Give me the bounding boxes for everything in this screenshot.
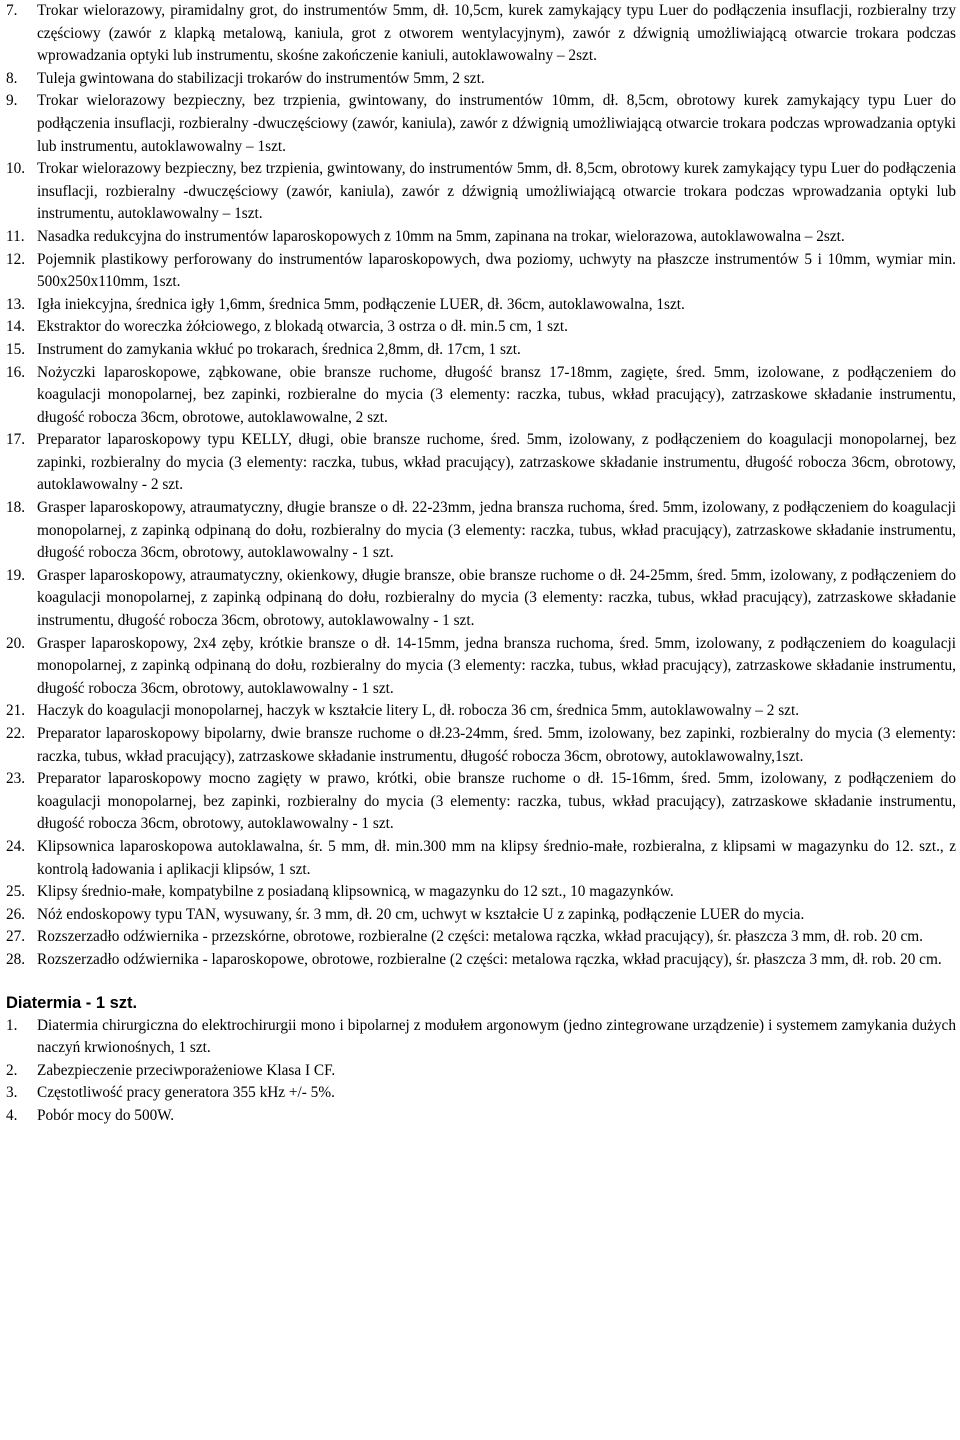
list-item <box>0 1060 956 1083</box>
list-item <box>0 497 956 565</box>
list-item <box>0 158 956 226</box>
item-text: Rozszerzadło odźwiernika - laparoskopowe, obrotowe, rozbieralne (2 części: metalowa rączka, wkład pracujący), śr. płaszcza 3 mm, dł. rob. 20 cm. <box>37 950 942 968</box>
list-item <box>0 1105 956 1128</box>
list-item <box>0 226 956 249</box>
item-number: 12. <box>6 250 26 268</box>
item-number: 14. <box>6 318 26 336</box>
item-text: Rozszerzadło odźwiernika - przezskórne, obrotowe, rozbieralne (2 części: metalowa rączka, wkład pracujący), śr. płaszcza 3 mm, dł. rob. 20 cm. <box>37 928 923 946</box>
list-item <box>0 90 956 158</box>
item-number: 15. <box>6 340 26 358</box>
item-text: Trokar wielorazowy, piramidalny grot, do instrumentów 5mm, dł. 10,5cm, kurek zamykający typu Luer do podłączenia insuflacji, rozbieralny trzy częściowy (zawór z klapką metalową, kaniula, grot z otworem wentylacyjnym), zawór z dźwignią umożliwiającą otwarcie trokara podczas wprowadzania optyki lub instrumentu, skośne zakończenie kaniuli, autoklawowalny – 2szt. <box>37 2 956 65</box>
list-item <box>0 700 956 723</box>
list-item <box>0 316 956 339</box>
item-text: Instrument do zamykania wkłuć po trokarach, średnica 2,8mm, dł. 17cm, 1 szt. <box>37 340 521 358</box>
list-item <box>0 249 956 294</box>
item-text: Pojemnik plastikowy perforowany do instrumentów laparoskopowych, dwa poziomy, uchwyty na płaszcze instrumentów 5 i 10mm, wymiar min. 500x250x110mm, 1szt. <box>37 250 956 291</box>
list-item <box>0 881 956 904</box>
item-number: 1. <box>6 1016 18 1034</box>
item-number: 7. <box>6 2 18 19</box>
item-number: 25. <box>6 883 26 901</box>
list-item <box>0 1015 956 1060</box>
item-number: 17. <box>6 431 26 449</box>
item-text: Zabezpieczenie przeciwporażeniowe Klasa I CF. <box>37 1061 336 1079</box>
list-item <box>0 926 956 949</box>
item-text: Nasadka redukcyjna do instrumentów laparoskopowych z 10mm na 5mm, zapinana na trokar, wielorazowa, autoklawowalna – 2szt. <box>37 227 845 245</box>
item-text: Preparator laparoskopowy bipolarny, dwie bransze ruchome o dł.23-24mm, śred. 5mm, izolowany, bez zapinki, rozbieralny do mycia (3 elementy: raczka, tubus, wkład pracujący), zatrzaskowe składanie instrumentu, długość robocza 36cm, obrotowy, autoklawowalny,1szt. <box>37 725 956 765</box>
item-text: Grasper laparoskopowy, 2x4 zęby, krótkie bransze o dł. 14-15mm, jedna bransza ruchoma, śred. 5mm, izolowany, z podłączeniem do koagulacji monopolarnej, z zapinką odpinaną do dołu, rozbieralny do mycia (3 elementy: raczka, tubus, wkład pracujący), zatrzaskowe składanie instrumentu, długość robocza 36cm, obrotowy, autoklawowalny - 1 szt. <box>37 634 956 697</box>
item-text: Pobór mocy do 500W. <box>37 1106 175 1124</box>
item-number: 10. <box>6 160 26 178</box>
list-item <box>0 68 956 91</box>
list-item <box>0 836 956 881</box>
list-item <box>0 723 956 768</box>
list-item <box>0 565 956 633</box>
diathermy-list <box>0 1015 956 1128</box>
list-item <box>0 362 956 430</box>
item-number: 21. <box>6 702 26 720</box>
list-item <box>0 0 956 68</box>
list-item <box>0 949 956 972</box>
item-text: Trokar wielorazowy bezpieczny, bez trzpienia, gwintowany, do instrumentów 5mm, dł. 8,5cm, obrotowy kurek zamykający typu Luer do podłączenia insuflacji, rozbieralny -dwuczęściowy (zawór, kaniula), zawór z dźwignią umożliwiającą otwarcie trokara podczas wprowadzania optyki lub instrumentu, autoklawowalny – 1szt. <box>37 160 956 223</box>
item-number: 8. <box>6 69 18 87</box>
item-number: 13. <box>6 295 26 313</box>
list-item <box>0 633 956 701</box>
item-number: 3. <box>6 1084 18 1102</box>
item-text: Tuleja gwintowana do stabilizacji trokarów do instrumentów 5mm, 2 szt. <box>37 69 485 87</box>
item-number: 18. <box>6 499 26 517</box>
item-number: 26. <box>6 905 26 923</box>
item-number: 27. <box>6 928 26 946</box>
item-text: Klipsy średnio-małe, kompatybilne z posiadaną klipsownicą, w magazynku do 12 szt., 10 magazynków. <box>37 883 674 901</box>
item-number: 22. <box>6 725 26 742</box>
item-text: Nóż endoskopowy typu TAN, wysuwany, śr. 3 mm, dł. 20 cm, uchwyt w kształcie U z zapinką, podłączenie LUER do mycia. <box>37 905 805 923</box>
item-number: 20. <box>6 634 26 652</box>
item-text: Częstotliwość pracy generatora 355 kHz +/- 5%. <box>37 1084 335 1102</box>
item-text: Preparator laparoskopowy typu KELLY, długi, obie bransze ruchome, śred. 5mm, izolowany, z podłączeniem do koagulacji monopolarnej, bez zapinki, rozbieralny do mycia (3 elementy: raczka, tubus, wkład pracujący), zatrzaskowe składanie instrumentu, długość robocza 36cm, obrotowy, autoklawowalny - 2 szt. <box>37 431 956 494</box>
item-text: Grasper laparoskopowy, atraumatyczny, okienkowy, długie bransze, obie bransze ruchome o dł. 24-25mm, śred. 5mm, izolowany, z podłączeniem do koagulacji monopolarnej, z zapinką odpinaną do dołu, rozbieralny do mycia (3 elementy: raczka, tubus, wkład pracujący), zatrzaskowe składanie instrumentu, długość robocza 36cm, obrotowy, autoklawowalny - 1 szt. <box>37 566 956 630</box>
item-number: 19. <box>6 566 26 584</box>
item-number: 2. <box>6 1061 18 1079</box>
item-number: 24. <box>6 837 26 855</box>
list-item <box>0 1082 956 1105</box>
item-text: Haczyk do koagulacji monopolarnej, haczyk w kształcie litery L, dł. robocza 36 cm, średnica 5mm, autoklawowalny – 2 szt. <box>37 702 800 720</box>
item-text: Ekstraktor do woreczka żółciowego, z blokadą otwarcia, 3 ostrza o dł. min.5 cm, 1 szt. <box>37 318 568 336</box>
item-text: Klipsownica laparoskopowa autoklawalna, śr. 5 mm, dł. min.300 mm na klipsy średnio-małe, rozbieralna, z klipsami w magazynku do 12. szt., z kontrolą ładowania i aplikacji klipsów, 1 szt. <box>37 837 956 878</box>
section-heading: Diatermia - 1 szt. <box>6 993 138 1012</box>
item-number: 16. <box>6 363 26 381</box>
item-text: Igła iniekcyjna, średnica igły 1,6mm, średnica 5mm, podłączenie LUER, dł. 36cm, autoklawowalna, 1szt. <box>37 295 685 313</box>
item-text: Grasper laparoskopowy, atraumatyczny, długie bransze o dł. 22-23mm, jedna bransza ruchoma, śred. 5mm, izolowany, z podłączeniem do koagulacji monopolarnej, z zapinką odpinaną do dołu, rozbieralny do mycia (3 elementy: raczka, tubus, wkład pracujący), zatrzaskowe składanie instrumentu, długość robocza 36cm, obrotowy, autoklawowalny - 1 szt. <box>37 499 956 562</box>
item-number: 4. <box>6 1106 18 1124</box>
item-number: 28. <box>6 950 26 968</box>
item-number: 23. <box>6 770 26 788</box>
item-number: 9. <box>6 92 18 110</box>
list-item <box>0 768 956 836</box>
item-text: Trokar wielorazowy bezpieczny, bez trzpienia, gwintowany, do instrumentów 10mm, dł. 8,5cm, obrotowy kurek zamykający typu Luer do podłączenia insuflacji, rozbieralny -dwuczęściowy (zawór, kaniula), zawór z dźwignią umożliwiającą otwarcie trokara podczas wprowadzania optyki lub instrumentu, autoklawowalny – 1szt. <box>37 92 956 155</box>
item-text: Preparator laparoskopowy mocno zagięty w prawo, krótki, obie bransze ruchome o dł. 15-16mm, śred. 5mm, izolowany, z podłączeniem do koagulacji monopolarnej, bez zapinki, rozbieralny do mycia (3 elementy: raczka, tubus, wkład pracujący), zatrzaskowe składanie instrumentu, długość robocza 36cm, obrotowy, autoklawowalny - 1 szt. <box>37 770 956 833</box>
item-text: Diatermia chirurgiczna do elektrochirurgii mono i bipolarnej z modułem argonowym (jedno zintegrowane urządzenie) i systemem zamykania dużych naczyń krwionośnych, 1 szt. <box>37 1016 956 1057</box>
item-number: 11. <box>6 227 25 245</box>
list-item <box>0 294 956 317</box>
list-item <box>0 904 956 927</box>
item-text: Nożyczki laparoskopowe, ząbkowane, obie bransze ruchome, długość bransz 17-18mm, zagięte, śred. 5mm, izolowane, z podłączeniem do koagulacji monopolarnej, bez zapinki, rozbieralne do mycia (3 elementy: raczka, tubus, wkład pracujący), zatrzaskowe składanie instrumentu, długość robocza 36cm, obrotowe, autoklawowalne, 2 szt. <box>37 363 956 426</box>
list-item <box>0 429 956 497</box>
list-item <box>0 339 956 362</box>
